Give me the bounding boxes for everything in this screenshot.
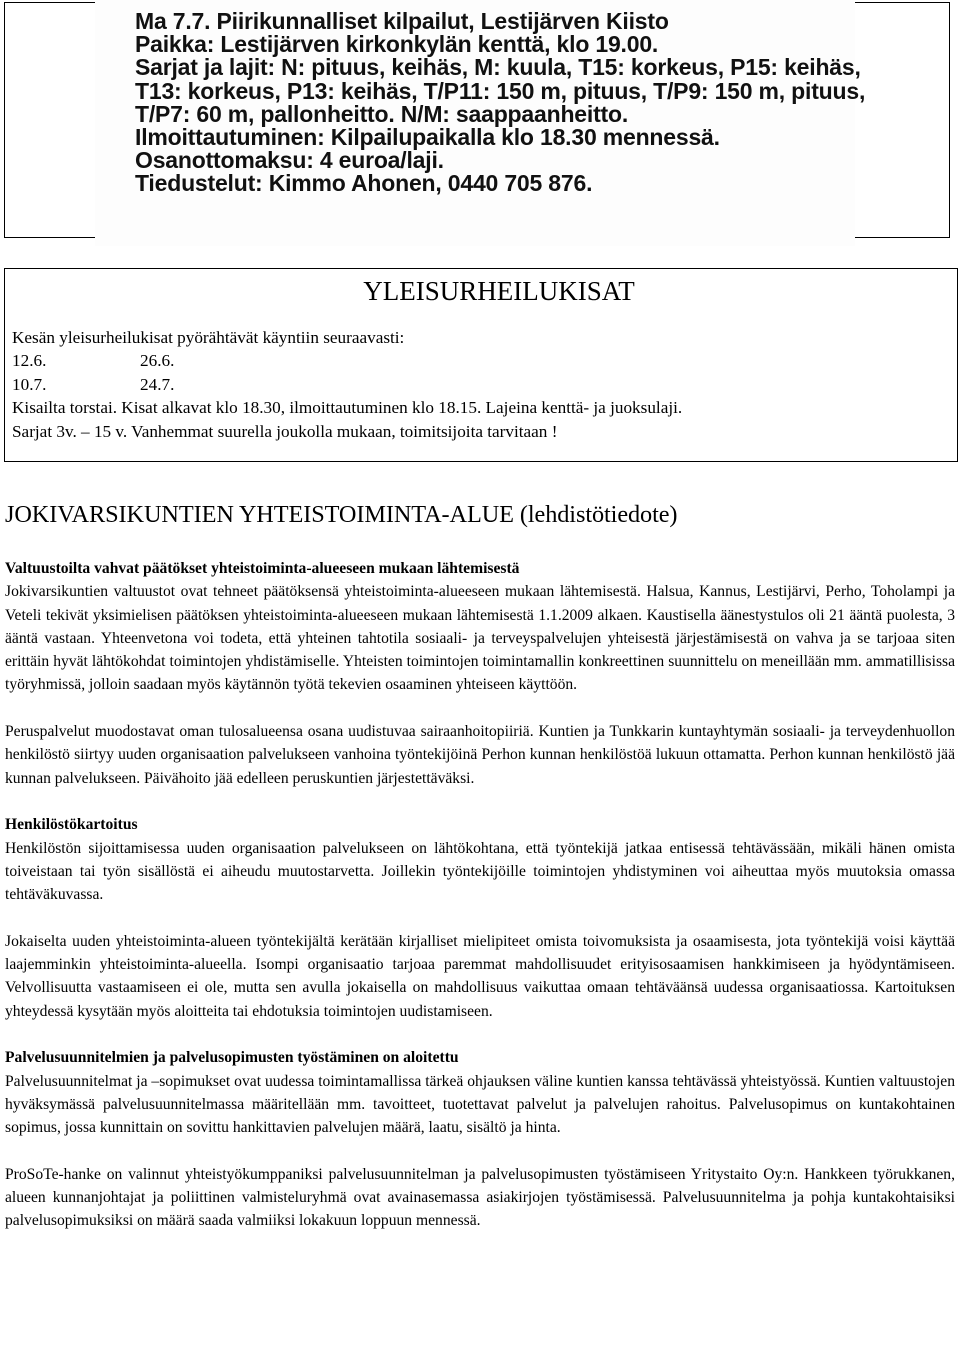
notice-line: Ilmoittautuminen: Kilpailupaikalla klo 18.30 mennessä.	[135, 124, 720, 151]
paragraph-gap	[5, 790, 955, 813]
section-heading: Henkilöstökartoitus	[5, 816, 138, 834]
paragraph-text: Jokaiselta uuden yhteistoiminta-alueen työntekijältä kerätään kirjalliset mielipiteet omista toivomuksista ja osaamisesta, jota työntekijä voisi käyttää laajemminkin yhteistoiminta-alueella. Isompi organisaatio tarjoaa paremmat mahdollisuudet erityisosaamisen hankkimiseen ja hyödyntämiseen. Velvollisuutta vastaamiseen ei ole, mutta sen avulla jokaisella on mahdollisuus vaikuttaa omaan tehtäväänsä uudessa organisaatiossa. Kartoituksen yhteydessä kysytään myös aloitteita tai ehdotuksia toimintojen uudistamiseen.	[5, 932, 955, 1020]
article-subtitle: Valtuustoilta vahvat päätökset yhteistoiminta-alueeseen mukaan lähtemisestä	[5, 560, 520, 577]
notice-line: T13: korkeus, P13: keihäs, T/P11: 150 m, pituus, T/P9: 150 m, pituus,	[135, 77, 866, 104]
notice-line: Ma 7.7. Piirikunnalliset kilpailut, Lestijärven Kiisto	[135, 8, 669, 34]
athletics-body	[12, 326, 682, 443]
paragraph-text: ProSoTe-hanke on valinnut yhteistyökumppaniksi palvelusuunnitelman ja palvelusopimusten työstämiseen Yritystaito Oy:n. Hankkeen työrukkanen, alueen kunnanjohtajat ja poliittinen valmisteluryhmä ovat avainasemassa asiakirjojen työstämisessä. Palvelusuunnitelma ja pohja kuntakohtaisiksi palvelusopimuksiksi on määrä saada valmiiksi lokakuun loppuun mennessä.	[5, 1165, 955, 1230]
article-paragraph	[5, 720, 955, 790]
article-paragraph	[5, 930, 955, 1023]
paragraph-gap	[5, 906, 955, 929]
date-row	[12, 373, 682, 396]
competition-notice	[95, 0, 866, 246]
paragraph-text: Peruspalvelut muodostavat oman tulosalueensa osana uudistuvaa sairaanhoitopiiriä. Kuntien ja Tunkkarin kuntayhtymän sosiaali- ja terveydenhuollon henkilöstö siirtyy uuden organisaation palvelukseen vanhoina työntekijöinä Perhon kunnan henkilöstöä lukuun ottamatta. Perhon kunnan henkilöstö jää kunnan palvelukseen. Päivähoito jää edelleen peruskuntien järjestettäväksi.	[5, 723, 955, 787]
paragraph-text: Henkilöstön sijoittamisessa uuden organisaation palvelukseen on lähtökohtana, että työntekijä jatkaa entisessä tehtävässään, mikäli hänen omista toiveistaan tai työn sisällöstä ei aiheudu muutostarvetta. Joillekin työntekijöille toimintojen yhdistyminen voi aiheuttaa myös muutoksia omassa tehtäväkuvassa.	[5, 839, 955, 904]
article-paragraph	[5, 813, 955, 906]
paragraph-text: Palvelusuunnitelmat ja –sopimukset ovat uudessa toimintamallissa tärkeä ohjauksen väline kuntien kanssa tehtävässä yhteistyössä. Kuntien valtuustojen hyväksymässä palvelusuunnitelmassa määritellään mm. tavoitteet, tuotettavat palvelut ja palvelujen rahoitus. Palvelusopimus on kuntakohtainen sopimus, jossa kunnittain on sovittu hankittavien palvelujen määrä, laatu, sisältö ja hinta.	[5, 1072, 955, 1137]
date-cell: 10.7.	[12, 374, 47, 394]
date-row	[12, 349, 682, 372]
article-paragraph	[5, 1046, 955, 1139]
paragraph-gap	[5, 697, 955, 720]
athletics-intro: Kesän yleisurheilukisat pyörähtävät käyntiin seuraavasti:	[12, 328, 405, 347]
article-paragraph	[5, 1163, 955, 1233]
press-release	[5, 500, 955, 1233]
article-title: JOKIVARSIKUNTIEN YHTEISTOIMINTA-ALUE (lehdistötiedote)	[5, 501, 678, 528]
notice-line: T/P7: 60 m, pallonheitto. N/M: saappaanheitto.	[135, 100, 629, 127]
notice-line: Tiedustelut: Kimmo Ahonen, 0440 705 876.	[135, 170, 593, 197]
notice-line: Sarjat ja lajit: N: pituus, keihäs, M: kuula, T15: korkeus, P15: keihäs,	[135, 54, 861, 81]
athletics-title: YLEISURHEILUKISAT	[363, 276, 635, 306]
article-paragraph	[5, 557, 955, 697]
section-heading: Palvelusuunnitelmien ja palvelusopimusten työstäminen on aloitettu	[5, 1049, 459, 1067]
notice-line: Paikka: Lestijärven kirkonkylän kenttä, klo 19.00.	[135, 31, 659, 58]
date-cell: 12.6.	[12, 351, 47, 371]
date-cell: 26.6.	[140, 351, 175, 371]
notice-line: Osanottomaksu: 4 euroa/laji.	[135, 147, 444, 174]
date-cell: 24.7.	[140, 374, 175, 394]
paragraph-gap	[5, 1023, 955, 1046]
athletics-series: Sarjat 3v. – 15 v. Vanhemmat suurella joukolla mukaan, toimitsijoita tarvitaan !	[12, 421, 558, 441]
athletics-schedule: Kisailta torstai. Kisat alkavat klo 18.30, ilmoittautuminen klo 18.15. Lajeina kenttä- ja juoksulaji.	[12, 398, 683, 418]
paragraph-gap	[5, 1139, 955, 1162]
paragraph-text: Jokivarsikuntien valtuustot ovat tehneet päätöksensä yhteistoiminta-alueeseen mukaan lähtemisestä. Halsua, Kannus, Lestijärvi, Perho, Toholampi ja Veteli tekivät yksimielisen päätöksen yhteistoiminta-alueeseen mukaan lähtemisestä 1.1.2009 alkaen. Kaustisella äänestystulos oli 21 ääntä puolesta, 3 ääntä vastaan. Yhteenvetona voi todeta, että yhteinen tahtotila sosiaali- ja terveyspalvelujen yhteisestä järjestämisestä on vahva ja se tarjoaa siten erittäin hyvät lähtökohdat toimintojen yhdistämiselle. Yhteisten toimintojen toimintamallin konkreettinen suunnittelu on meneillään mm. ammatillisissa työryhmissä, jolloin saadaan myös käytännön työtä tekevien osaaminen yhteiseen käyttöön.	[5, 583, 955, 694]
